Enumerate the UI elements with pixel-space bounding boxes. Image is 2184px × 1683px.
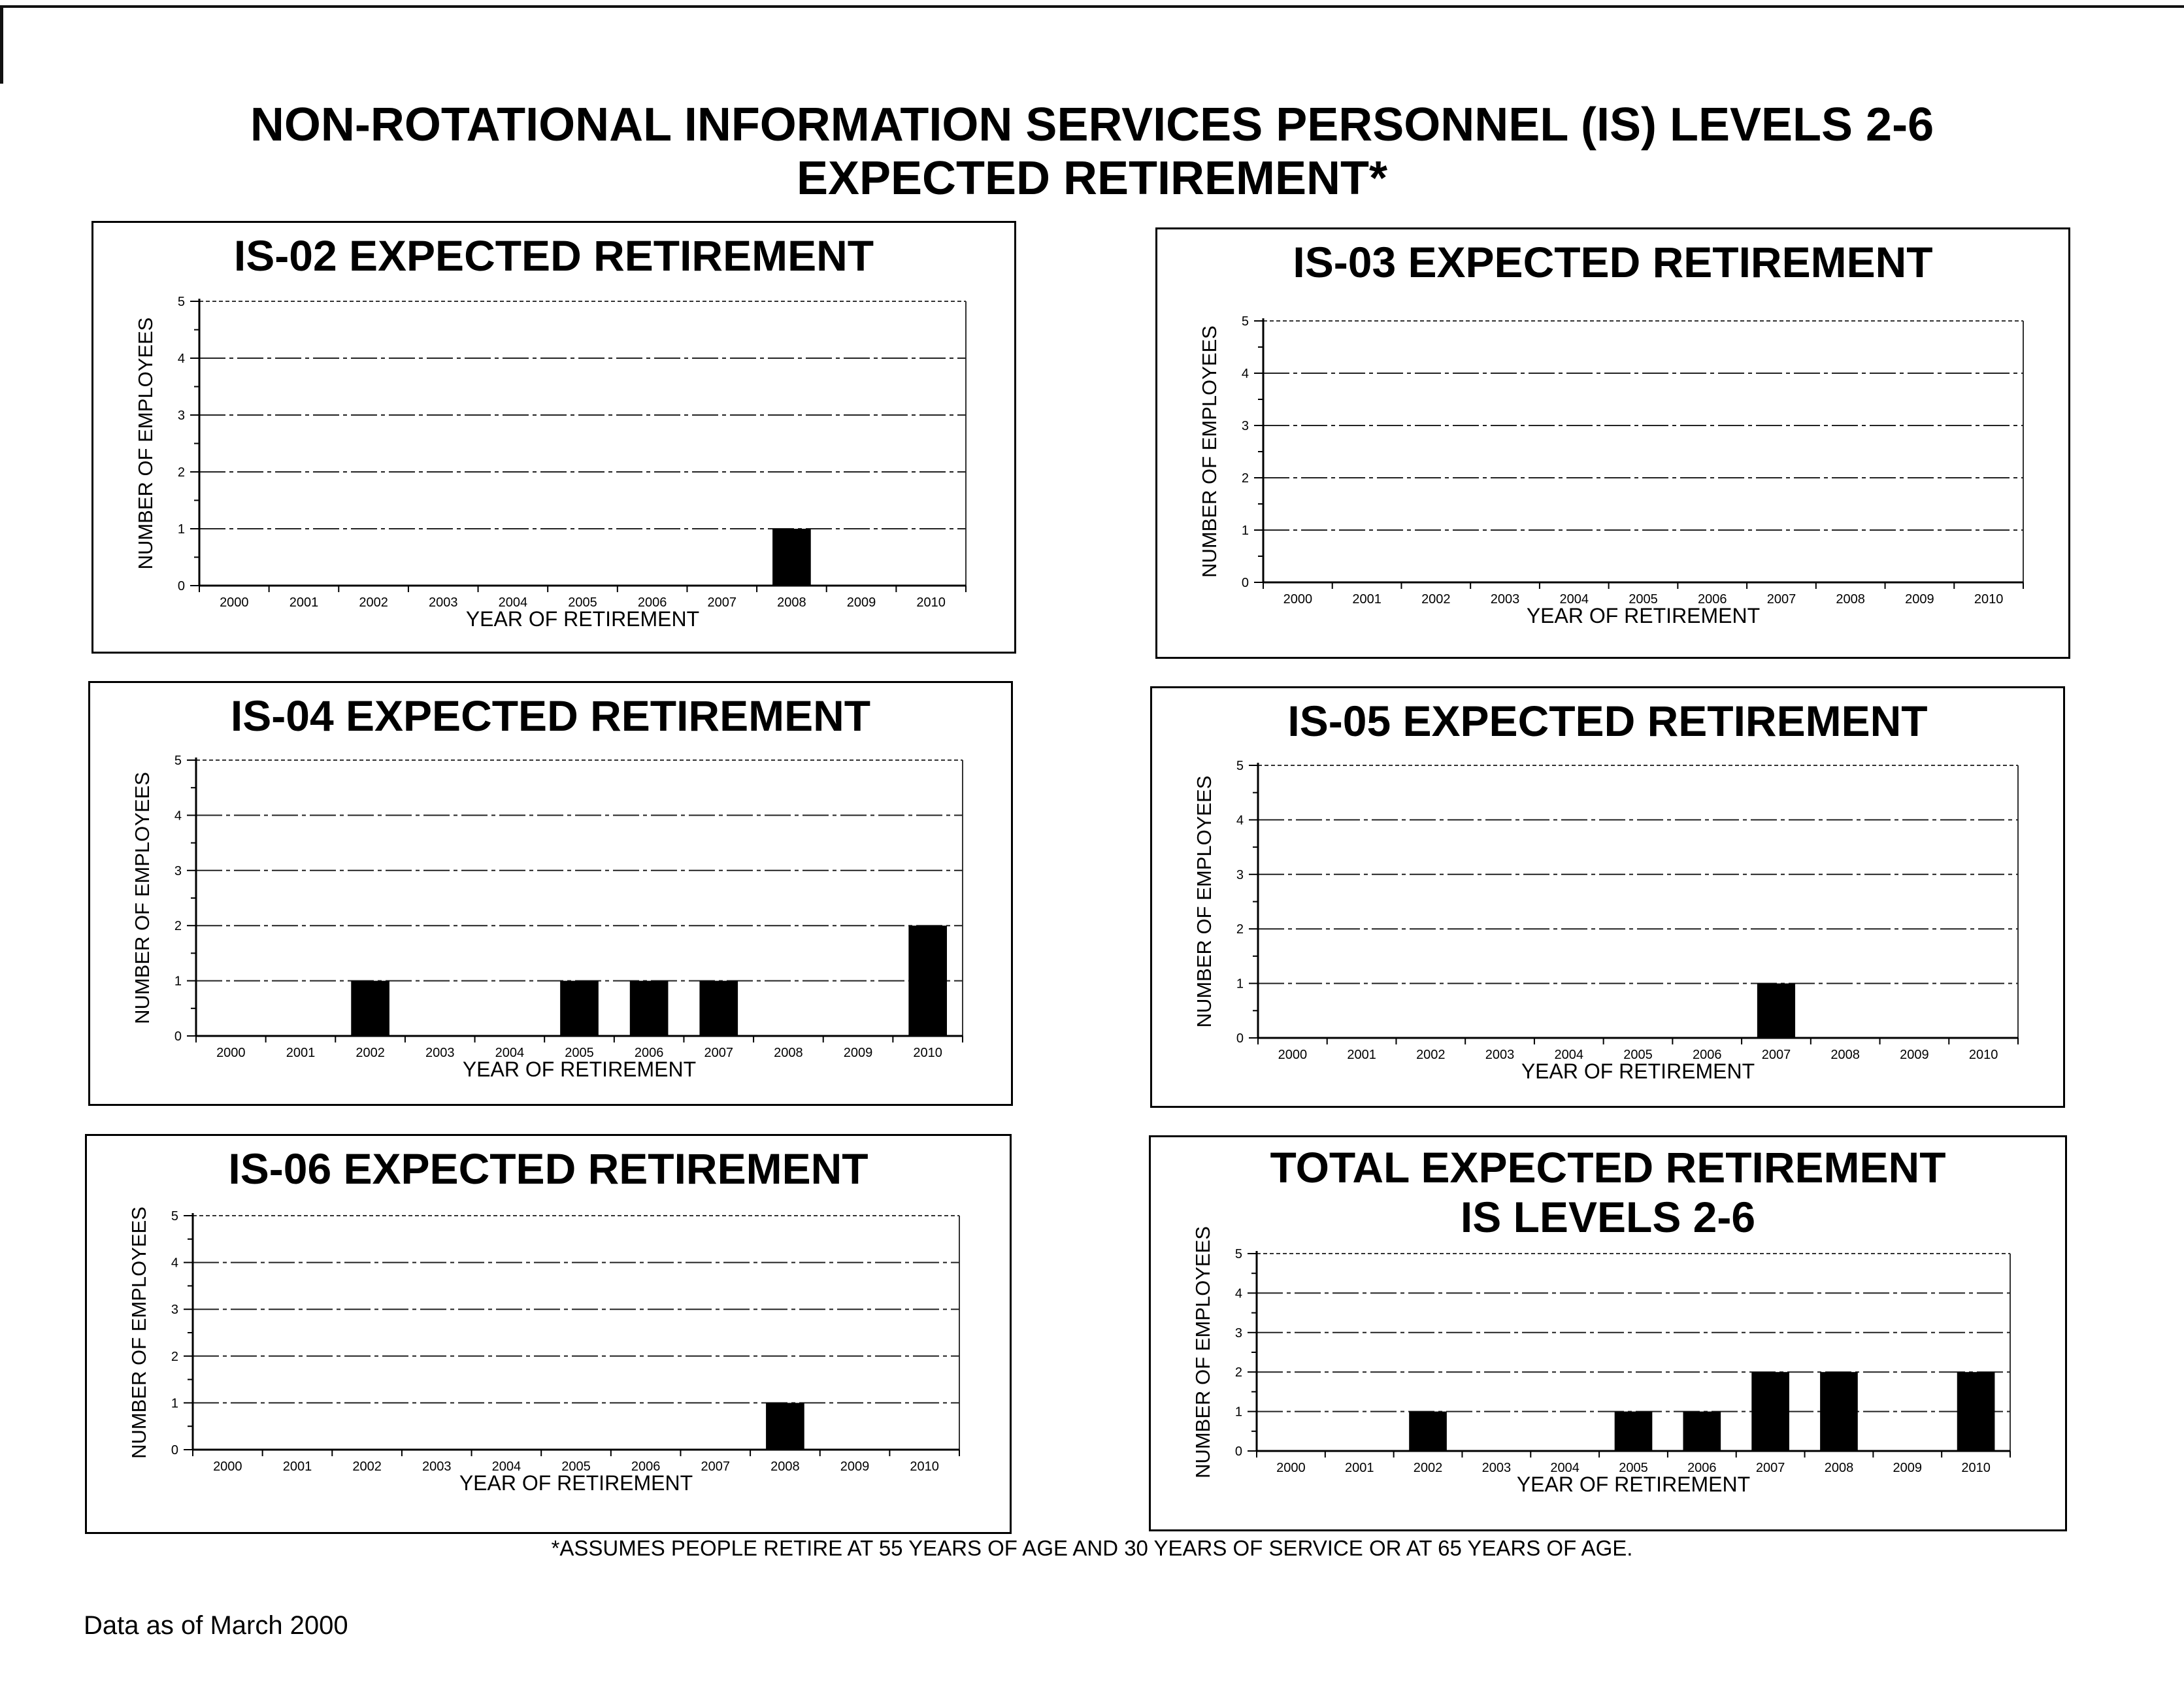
y-tick-label: 0 [171,1443,178,1458]
x-tick-label: 2010 [1961,1461,1991,1475]
y-axis-title: NUMBER OF EMPLOYEES [1198,325,1221,578]
x-tick-label: 2003 [422,1459,452,1474]
y-tick-label: 5 [174,754,182,768]
x-tick-label: 2006 [1697,592,1727,607]
chart-panel-is-03 [1155,227,2070,659]
x-tick-label: 2008 [1830,1048,1860,1062]
bar-2007 [1757,984,1795,1038]
x-tick-label: 2000 [213,1459,242,1474]
x-tick-label: 2007 [1755,1461,1785,1475]
y-tick-label: 5 [1236,759,1244,773]
chart-title: IS-04 EXPECTED RETIREMENT [230,692,871,740]
y-tick-label: 2 [177,465,185,480]
x-tick-label: 2005 [1629,592,1658,607]
x-tick-label: 2010 [916,595,946,610]
x-tick-label: 2005 [568,595,597,610]
x-tick-label: 2001 [289,595,319,610]
chart-panel-total [1149,1135,2067,1531]
x-tick-label: 2006 [637,595,667,610]
bar-chart-is-04 [90,683,1015,1108]
x-tick-label: 2000 [1283,592,1313,607]
x-tick-label: 2007 [1766,592,1796,607]
x-tick-label: 2008 [1824,1461,1854,1475]
x-tick-label: 2000 [1278,1048,1308,1062]
bar-2005 [1615,1412,1653,1451]
chart-title: IS-02 EXPECTED RETIREMENT [233,231,874,280]
x-tick-label: 2002 [356,1046,385,1060]
y-tick-label: 3 [171,1303,178,1318]
y-tick-label: 5 [171,1209,178,1224]
y-tick-label: 3 [177,408,185,423]
bar-2010 [1957,1372,1995,1451]
x-tick-label: 2009 [1905,592,1934,607]
page-title-line1: NON-ROTATIONAL INFORMATION SERVICES PERSONNEL (IS) LEVELS 2-6 [250,99,1934,151]
bar-2008 [766,1403,804,1450]
y-axis-title: NUMBER OF EMPLOYEES [1193,775,1216,1028]
y-tick-label: 1 [1236,976,1244,991]
bar-chart-total [1151,1137,2069,1533]
x-tick-label: 2010 [1974,592,2004,607]
y-tick-label: 0 [174,1029,182,1044]
y-tick-label: 4 [177,352,185,366]
y-tick-label: 2 [1236,922,1244,937]
bar-chart-is-05 [1152,688,2067,1110]
y-axis-title: NUMBER OF EMPLOYEES [131,772,154,1024]
x-tick-label: 2005 [561,1459,591,1474]
x-tick-label: 2003 [1490,592,1520,607]
bar-chart-is-03 [1157,229,2072,661]
bar-2006 [630,981,669,1036]
bar-2005 [560,981,599,1036]
x-axis-title: YEAR OF RETIREMENT [1526,604,1761,627]
page-title-line2: EXPECTED RETIREMENT* [796,152,1388,205]
x-tick-label: 2007 [704,1046,734,1060]
x-tick-label: 2002 [1421,592,1451,607]
y-tick-label: 5 [177,295,185,309]
x-tick-label: 2001 [1344,1461,1374,1475]
y-tick-label: 1 [1241,524,1249,538]
x-tick-label: 2008 [777,595,806,610]
y-tick-label: 2 [1241,471,1249,486]
y-tick-label: 2 [174,919,182,934]
bar-2008 [772,529,811,586]
x-axis-title: YEAR OF RETIREMENT [465,607,700,631]
chart-title: IS-03 EXPECTED RETIREMENT [1293,238,1933,286]
x-tick-label: 2009 [1900,1048,1929,1062]
scan-edge-left [0,5,3,84]
bar-2002 [1409,1412,1447,1451]
x-tick-label: 2005 [1623,1048,1653,1062]
footnote: *ASSUMES PEOPLE RETIRE AT 55 YEARS OF AGE AND 30 YEARS OF SERVICE OR AT 65 YEARS OF AGE. [551,1536,1633,1560]
y-tick-label: 0 [177,579,185,593]
y-tick-label: 1 [1234,1405,1242,1420]
chart-panel-is-05 [1150,686,2065,1108]
x-tick-label: 2004 [1554,1048,1584,1062]
x-tick-label: 2008 [1836,592,1865,607]
x-tick-label: 2008 [770,1459,800,1474]
x-tick-label: 2004 [491,1459,521,1474]
x-tick-label: 2009 [840,1459,870,1474]
chart-title: IS-05 EXPECTED RETIREMENT [1287,697,1928,745]
x-tick-label: 2000 [220,595,249,610]
x-tick-label: 2003 [1485,1048,1515,1062]
y-tick-label: 4 [1241,367,1249,381]
y-tick-label: 5 [1241,314,1249,329]
y-axis-title: NUMBER OF EMPLOYEES [134,317,157,570]
bar-2002 [351,981,389,1036]
x-tick-label: 2002 [359,595,388,610]
y-tick-label: 5 [1234,1247,1242,1261]
y-tick-label: 2 [171,1349,178,1364]
y-tick-label: 1 [174,974,182,989]
x-tick-label: 2008 [774,1046,803,1060]
x-tick-label: 2002 [352,1459,382,1474]
x-tick-label: 2001 [1352,592,1382,607]
y-tick-label: 3 [174,863,182,878]
y-tick-label: 0 [1234,1444,1242,1459]
x-tick-label: 2001 [286,1046,316,1060]
y-tick-label: 4 [1236,813,1244,828]
y-tick-label: 0 [1236,1031,1244,1046]
x-axis-title: YEAR OF RETIREMENT [462,1058,697,1081]
x-tick-label: 2007 [707,595,737,610]
x-tick-label: 2001 [1347,1048,1376,1062]
y-axis-title: NUMBER OF EMPLOYEES [1191,1226,1214,1478]
y-tick-label: 2 [1234,1365,1242,1380]
x-tick-label: 2004 [498,595,528,610]
x-tick-label: 2006 [1692,1048,1722,1062]
x-tick-label: 2009 [846,595,876,610]
x-axis-title: YEAR OF RETIREMENT [1521,1059,1755,1083]
bar-2006 [1683,1412,1721,1451]
y-tick-label: 0 [1241,576,1249,590]
y-axis-title: NUMBER OF EMPLOYEES [127,1207,150,1459]
y-tick-label: 4 [174,808,182,824]
x-tick-label: 2001 [282,1459,312,1474]
data-date: Data as of March 2000 [84,1611,348,1640]
y-tick-label: 4 [171,1256,178,1271]
x-tick-label: 2010 [1968,1048,1998,1062]
x-tick-label: 2006 [631,1459,661,1474]
bar-2007 [1751,1372,1789,1451]
page-title [0,98,2184,205]
scan-edge-top [0,5,2184,8]
y-tick-label: 1 [177,522,185,537]
bar-2007 [699,981,738,1036]
chart-panel-is-02 [91,221,1016,654]
bar-2008 [1820,1372,1858,1451]
bar-2010 [908,925,947,1036]
x-tick-label: 2010 [913,1046,942,1060]
x-tick-label: 2010 [910,1459,939,1474]
chart-title: TOTAL EXPECTED RETIREMENT IS LEVELS 2-6 [1270,1143,1946,1241]
chart-panel-is-04 [88,681,1013,1106]
y-tick-label: 4 [1234,1286,1242,1301]
x-tick-label: 2007 [1761,1048,1791,1062]
bar-chart-is-06 [87,1136,1014,1536]
x-tick-label: 2003 [425,1046,455,1060]
y-tick-label: 3 [1234,1325,1242,1341]
x-tick-label: 2004 [1559,592,1589,607]
x-tick-label: 2003 [1481,1461,1512,1475]
y-tick-label: 3 [1241,419,1249,433]
chart-title: IS-06 EXPECTED RETIREMENT [228,1144,869,1193]
x-tick-label: 2006 [1687,1461,1717,1475]
x-tick-label: 2002 [1416,1048,1446,1062]
x-axis-title: YEAR OF RETIREMENT [1516,1473,1751,1496]
x-tick-label: 2006 [634,1046,664,1060]
x-tick-label: 2005 [565,1046,594,1060]
y-tick-label: 3 [1236,867,1244,882]
x-tick-label: 2002 [1413,1461,1443,1475]
x-tick-label: 2004 [495,1046,525,1060]
x-tick-label: 2004 [1550,1461,1580,1475]
x-axis-title: YEAR OF RETIREMENT [459,1471,693,1495]
x-tick-label: 2007 [701,1459,731,1474]
x-tick-label: 2009 [1893,1461,1923,1475]
x-tick-label: 2000 [216,1046,246,1060]
x-tick-label: 2000 [1276,1461,1306,1475]
bar-chart-is-02 [93,223,1018,656]
chart-panel-is-06 [85,1134,1012,1534]
x-tick-label: 2009 [843,1046,873,1060]
y-tick-label: 1 [171,1396,178,1411]
x-tick-label: 2003 [428,595,458,610]
x-tick-label: 2005 [1619,1461,1648,1475]
